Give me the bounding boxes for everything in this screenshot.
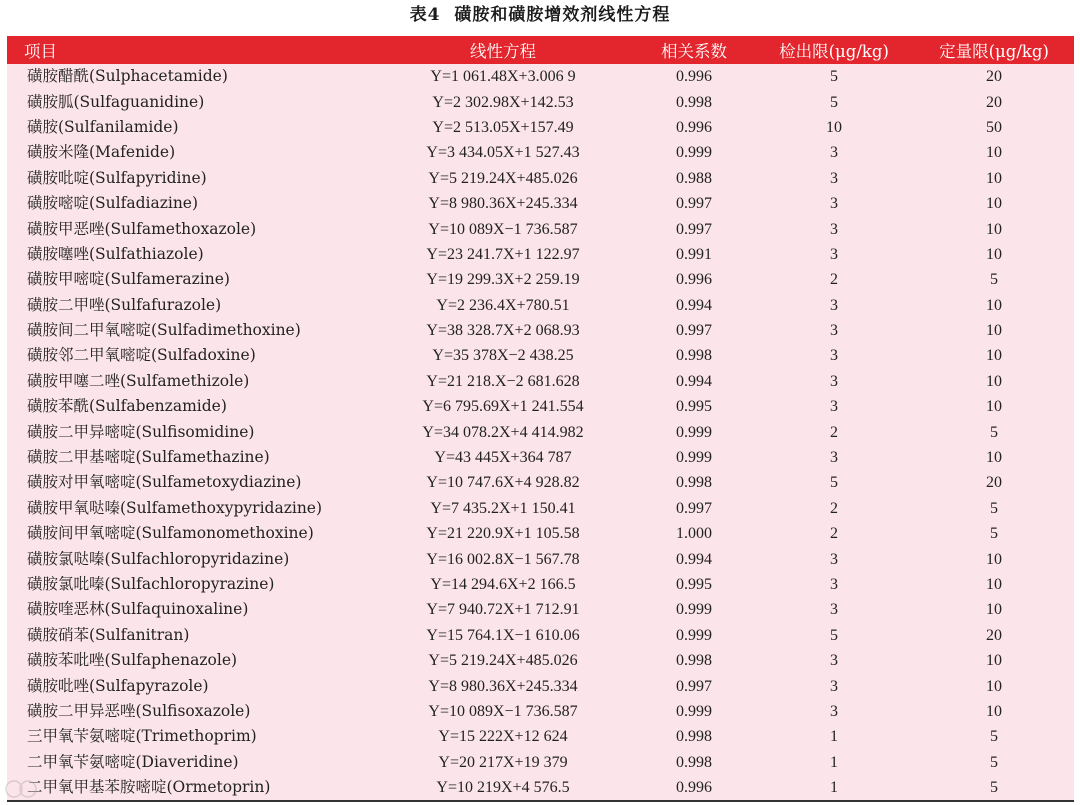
cell-lod: 5 xyxy=(830,626,838,644)
cell-loq: 10 xyxy=(986,169,1002,187)
cell-lod: 3 xyxy=(830,169,838,187)
cell-correlation: 0.997 xyxy=(676,195,712,213)
cell-lod: 3 xyxy=(830,144,838,162)
cell-item: 二甲氧苄氨嘧啶(Diaveridine) xyxy=(27,752,239,771)
cell-item: 磺胺醋酰(Sulphacetamide) xyxy=(27,67,228,86)
cell-item: 磺胺间甲氧嘧啶(Sulfamonomethoxine) xyxy=(27,524,314,543)
cell-loq: 10 xyxy=(986,677,1002,695)
cell-equation: Y=10 089X−1 736.587 xyxy=(428,702,578,720)
table-row xyxy=(7,597,1074,622)
cell-loq: 5 xyxy=(990,525,998,543)
cell-loq: 10 xyxy=(986,220,1002,238)
table-row xyxy=(7,521,1074,546)
cell-equation: Y=8 980.36X+245.334 xyxy=(428,195,578,213)
cell-loq: 10 xyxy=(986,144,1002,162)
cell-loq: 5 xyxy=(990,753,998,771)
cell-loq: 10 xyxy=(986,322,1002,340)
cell-item: 磺胺二甲异嘧啶(Sulfisomidine) xyxy=(27,422,255,441)
cell-lod: 3 xyxy=(830,601,838,619)
cell-item: 磺胺吡啶(Sulfapyridine) xyxy=(27,168,207,187)
cell-lod: 3 xyxy=(830,296,838,314)
cell-item: 磺胺甲氧哒嗪(Sulfamethoxypyridazine) xyxy=(27,498,323,517)
table-row xyxy=(7,89,1074,114)
cell-lod: 5 xyxy=(830,68,838,86)
table-row xyxy=(7,115,1074,140)
cell-equation: Y=34 078.2X+4 414.982 xyxy=(422,423,584,441)
cell-correlation: 1.000 xyxy=(676,525,712,543)
cell-lod: 2 xyxy=(830,423,838,441)
cell-lod: 3 xyxy=(830,576,838,593)
cell-item: 磺胺甲噻二唑(Sulfamethizole) xyxy=(27,371,250,390)
table-row xyxy=(7,293,1074,318)
cell-loq: 10 xyxy=(986,652,1002,670)
cell-correlation: 0.999 xyxy=(676,626,712,644)
cell-item: 磺胺二甲基嘧啶(Sulfamethazine) xyxy=(27,448,270,467)
cell-item: 磺胺邻二甲氧嘧啶(Sulfadoxine) xyxy=(27,346,256,365)
cell-item: 三甲氧苄氨嘧啶(Trimethoprim) xyxy=(27,727,257,746)
cell-lod: 1 xyxy=(830,778,838,796)
cell-item: 磺胺米隆(Mafenide) xyxy=(27,143,176,162)
cell-equation: Y=16 002.8X−1 567.78 xyxy=(426,550,580,568)
cell-lod: 5 xyxy=(830,474,838,492)
cell-item: 磺胺硝苯(Sulfanitran) xyxy=(27,625,190,644)
cell-loq: 20 xyxy=(986,93,1002,111)
table-row xyxy=(7,267,1074,292)
cell-item: 磺胺二甲异恶唑(Sulfisoxazole) xyxy=(27,701,251,720)
table-row xyxy=(7,64,1074,89)
header-correlation: 相关系数 xyxy=(661,42,727,61)
cell-loq: 5 xyxy=(990,499,998,517)
cell-equation: Y=10 747.6X+4 928.82 xyxy=(426,474,580,492)
cell-loq: 10 xyxy=(986,245,1002,263)
cell-equation: Y=10 089X−1 736.587 xyxy=(428,220,578,238)
cell-loq: 20 xyxy=(986,626,1002,644)
table-row xyxy=(7,445,1074,470)
cell-equation: Y=38 328.7X+2 068.93 xyxy=(426,322,580,340)
cell-equation: Y=15 764.1X−1 610.06 xyxy=(426,626,580,644)
cell-lod: 3 xyxy=(830,322,838,340)
cell-correlation: 0.997 xyxy=(676,499,712,517)
cell-correlation: 0.998 xyxy=(676,474,712,492)
cell-lod: 2 xyxy=(830,525,838,543)
cell-item: 磺胺喹恶林(Sulfaquinoxaline) xyxy=(27,600,249,619)
cell-correlation: 0.995 xyxy=(676,576,712,593)
cell-item: 磺胺氯吡嗪(Sulfachloropyrazine) xyxy=(27,575,275,593)
cell-item: 磺胺嘧啶(Sulfadiazine) xyxy=(27,194,199,213)
cell-loq: 10 xyxy=(986,398,1002,416)
cell-equation: Y=19 299.3X+2 259.19 xyxy=(426,271,580,289)
cell-equation: Y=15 222X+12 624 xyxy=(438,728,568,746)
cell-loq: 5 xyxy=(990,778,998,796)
cell-correlation: 0.994 xyxy=(676,296,712,314)
cell-equation: Y=3 434.05X+1 527.43 xyxy=(426,144,580,162)
cell-correlation: 0.998 xyxy=(676,728,712,746)
cell-equation: Y=23 241.7X+1 122.97 xyxy=(426,245,580,263)
table-row xyxy=(7,419,1074,444)
cell-equation: Y=20 217X+19 379 xyxy=(438,753,568,771)
cell-item: 磺胺苯酰(Sulfabenzamide) xyxy=(27,397,227,416)
cell-equation: Y=5 219.24X+485.026 xyxy=(428,169,578,187)
table-row xyxy=(7,648,1074,673)
cell-correlation: 0.999 xyxy=(676,423,712,441)
header-lod: 检出限(μg/kg) xyxy=(779,42,889,61)
table-row xyxy=(7,369,1074,394)
cell-correlation: 0.994 xyxy=(676,372,712,390)
table-row xyxy=(7,191,1074,216)
cell-loq: 5 xyxy=(990,728,998,746)
cell-loq: 5 xyxy=(990,271,998,289)
cell-lod: 10 xyxy=(826,118,842,136)
cell-correlation: 0.995 xyxy=(676,398,712,416)
cell-correlation: 0.998 xyxy=(676,93,712,111)
cell-loq: 20 xyxy=(986,474,1002,492)
table-row xyxy=(7,775,1074,801)
cell-equation: Y=8 980.36X+245.334 xyxy=(428,677,578,695)
cell-item: 磺胺(Sulfanilamide) xyxy=(27,117,179,136)
cell-item: 磺胺吡唑(Sulfapyrazole) xyxy=(27,676,209,695)
table-row xyxy=(7,140,1074,165)
cell-correlation: 0.997 xyxy=(676,220,712,238)
cell-loq: 50 xyxy=(986,118,1002,136)
table-header-row xyxy=(7,36,1074,64)
cell-equation: Y=1 061.48X+3.006 9 xyxy=(430,68,576,86)
cell-item: 磺胺苯吡唑(Sulfaphenazole) xyxy=(27,651,238,670)
cell-correlation: 0.999 xyxy=(676,601,712,619)
cell-item: 磺胺氯哒嗪(Sulfachloropyridazine) xyxy=(27,549,290,568)
cell-lod: 3 xyxy=(830,347,838,365)
header-equation: 线性方程 xyxy=(470,42,536,61)
cell-equation: Y=2 302.98X+142.53 xyxy=(432,93,574,111)
table-row xyxy=(7,496,1074,521)
table-body xyxy=(7,64,1074,801)
cell-correlation: 0.996 xyxy=(676,778,712,796)
cell-lod: 3 xyxy=(830,550,838,568)
cell-correlation: 0.996 xyxy=(676,118,712,136)
cell-loq: 10 xyxy=(986,372,1002,390)
cell-lod: 3 xyxy=(830,677,838,695)
table-row xyxy=(7,673,1074,698)
cell-lod: 3 xyxy=(830,702,838,720)
cell-item: 磺胺二甲唑(Sulfafurazole) xyxy=(27,295,222,314)
cell-equation: Y=10 219X+4 576.5 xyxy=(436,778,570,796)
cell-correlation: 0.999 xyxy=(676,449,712,467)
cell-correlation: 0.988 xyxy=(676,169,712,187)
cell-equation: Y=43 445X+364 787 xyxy=(434,449,572,467)
cell-lod: 1 xyxy=(830,728,838,746)
cell-item: 磺胺间二甲氧嘧啶(Sulfadimethoxine) xyxy=(27,321,301,340)
cell-lod: 3 xyxy=(830,398,838,416)
cell-correlation: 0.997 xyxy=(676,322,712,340)
cell-lod: 3 xyxy=(830,652,838,670)
cell-equation: Y=14 294.6X+2 166.5 xyxy=(430,576,576,593)
table-row xyxy=(7,750,1074,775)
cell-equation: Y=6 795.69X+1 241.554 xyxy=(422,398,584,416)
cell-loq: 10 xyxy=(986,550,1002,568)
cell-correlation: 0.994 xyxy=(676,550,712,568)
table-row xyxy=(7,242,1074,267)
cell-lod: 3 xyxy=(830,372,838,390)
table-caption xyxy=(0,0,1080,36)
cell-loq: 10 xyxy=(986,576,1002,593)
cell-lod: 2 xyxy=(830,499,838,517)
cell-loq: 10 xyxy=(986,296,1002,314)
table-row xyxy=(7,546,1074,571)
header-item: 项目 xyxy=(24,42,57,61)
cell-correlation: 0.998 xyxy=(676,652,712,670)
table-number: 表4 xyxy=(409,5,441,25)
cell-lod: 3 xyxy=(830,449,838,467)
watermark-logo xyxy=(2,774,82,804)
table-row xyxy=(7,699,1074,724)
header-loq: 定量限(μg/kg) xyxy=(939,42,1049,61)
cell-loq: 10 xyxy=(986,347,1002,365)
table-row xyxy=(7,470,1074,495)
cell-lod: 3 xyxy=(830,245,838,263)
cell-correlation: 0.998 xyxy=(676,347,712,365)
table-row xyxy=(7,394,1074,419)
cell-equation: Y=2 236.4X+780.51 xyxy=(436,296,570,314)
cell-loq: 10 xyxy=(986,449,1002,467)
cell-correlation: 0.998 xyxy=(676,753,712,771)
cell-loq: 10 xyxy=(986,702,1002,720)
table-row xyxy=(7,166,1074,191)
cell-equation: Y=21 220.9X+1 105.58 xyxy=(426,525,580,543)
cell-correlation: 0.999 xyxy=(676,144,712,162)
cell-equation: Y=5 219.24X+485.026 xyxy=(428,652,578,670)
cell-correlation: 0.999 xyxy=(676,702,712,720)
cell-loq: 5 xyxy=(990,423,998,441)
linear-equation-table xyxy=(7,36,1074,802)
cell-loq: 10 xyxy=(986,195,1002,213)
cell-equation: Y=7 435.2X+1 150.41 xyxy=(430,499,576,517)
cell-equation: Y=7 940.72X+1 712.91 xyxy=(426,601,580,619)
table-row xyxy=(7,343,1074,368)
cell-item: 磺胺胍(Sulfaguanidine) xyxy=(27,92,205,111)
cell-item: 磺胺甲嘧啶(Sulfamerazine) xyxy=(27,270,230,289)
cell-lod: 5 xyxy=(830,93,838,111)
cell-equation: Y=35 378X−2 438.25 xyxy=(432,347,574,365)
cell-lod: 1 xyxy=(830,753,838,771)
cell-equation: Y=21 218.X−2 681.628 xyxy=(426,372,580,390)
cell-item: 二甲氧甲基苯胺嘧啶(Ormetoprin) xyxy=(27,777,271,796)
cell-correlation: 0.996 xyxy=(676,68,712,86)
cell-item: 磺胺对甲氧嘧啶(Sulfametoxydiazine) xyxy=(27,473,302,492)
cell-lod: 2 xyxy=(830,271,838,289)
table-row xyxy=(7,623,1074,648)
table-title: 磺胺和磺胺增效剂线性方程 xyxy=(454,5,671,25)
cell-loq: 20 xyxy=(986,68,1002,86)
cell-item: 磺胺甲恶唑(Sulfamethoxazole) xyxy=(27,219,257,238)
table-row xyxy=(7,724,1074,749)
cell-lod: 3 xyxy=(830,195,838,213)
table-row xyxy=(7,318,1074,343)
cell-loq: 10 xyxy=(986,601,1002,619)
cell-correlation: 0.997 xyxy=(676,677,712,695)
table-row xyxy=(7,216,1074,241)
cell-correlation: 0.991 xyxy=(676,245,712,263)
table-row xyxy=(7,572,1074,597)
cell-equation: Y=2 513.05X+157.49 xyxy=(432,118,574,136)
cell-correlation: 0.996 xyxy=(676,271,712,289)
cell-lod: 3 xyxy=(830,220,838,238)
cell-item: 磺胺噻唑(Sulfathiazole) xyxy=(27,244,204,263)
